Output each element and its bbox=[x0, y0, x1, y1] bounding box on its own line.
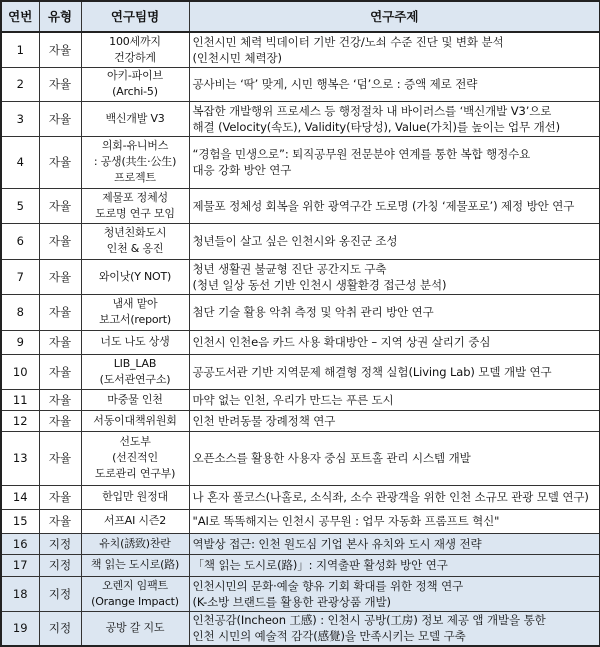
cell-research-topic-line: “경험을 민생으로”: 퇴직공무원 전문분야 연계를 통한 복합 행정수요 bbox=[192, 147, 531, 161]
cell-team-name bbox=[81, 259, 189, 294]
cell-type: 자율 bbox=[39, 431, 81, 485]
cell-team-name bbox=[81, 611, 189, 646]
table-row bbox=[1, 509, 600, 533]
cell-team-name-line: 서프AI 시즌2 bbox=[103, 514, 167, 527]
table-row bbox=[1, 223, 600, 259]
cell-research-topic bbox=[189, 32, 600, 67]
cell-type: 지정 bbox=[39, 554, 81, 576]
table-row bbox=[1, 410, 600, 431]
cell-type: 자율 bbox=[39, 101, 81, 136]
table-row bbox=[1, 576, 600, 611]
cell-team-name-line: 공방 갈 지도 bbox=[105, 621, 165, 635]
cell-research-topic bbox=[189, 509, 600, 533]
cell-no: 2 bbox=[1, 67, 39, 101]
cell-research-topic-line: (인천시민 체력장) bbox=[192, 50, 282, 65]
cell-research-topic-line: 인천시민 체력 빅데이터 기반 건강/노쇠 수준 진단 및 변화 분석 bbox=[192, 34, 504, 49]
cell-no: 15 bbox=[1, 509, 39, 533]
cell-team-name-line: 프로젝트 bbox=[114, 171, 156, 184]
cell-type: 자율 bbox=[39, 354, 81, 389]
cell-research-topic-line: 오픈소스를 활용한 사용자 중심 포트홀 관리 시스템 개발 bbox=[192, 451, 471, 465]
cell-research-topic-line: (청년 일상 동선 기반 인천시 생활환경 접근성 분석) bbox=[192, 277, 447, 292]
table-row bbox=[1, 188, 600, 223]
cell-no: 13 bbox=[1, 431, 39, 485]
cell-research-topic-line: 청년 생활권 불균형 진단 공간지도 구축 bbox=[192, 261, 387, 276]
cell-team-name bbox=[81, 67, 189, 101]
cell-type: 자율 bbox=[39, 485, 81, 509]
cell-team-name bbox=[81, 554, 189, 576]
table-row bbox=[1, 101, 600, 136]
cell-team-name bbox=[81, 32, 189, 67]
cell-team-name bbox=[81, 533, 189, 554]
cell-team-name-line: 백신개발 V3 bbox=[105, 111, 165, 125]
table-row bbox=[1, 354, 600, 389]
cell-team-name-line: 와이낫(Y NOT) bbox=[98, 269, 172, 283]
table-row bbox=[1, 431, 600, 485]
cell-team-name-line: 책 읽는 도시로(路) bbox=[90, 558, 180, 571]
cell-no: 16 bbox=[1, 533, 39, 554]
cell-research-topic-line: 첨단 기술 활용 악취 측정 및 악취 관리 방안 연구 bbox=[192, 305, 434, 319]
cell-team-name bbox=[81, 410, 189, 431]
cell-team-name-line: : 공생(共生·公生) bbox=[93, 155, 177, 168]
table-row bbox=[1, 485, 600, 509]
cell-research-topic-line: 인천 반려동물 장례정책 연구 bbox=[192, 413, 336, 428]
table-row bbox=[1, 330, 600, 354]
cell-type: 자율 bbox=[39, 509, 81, 533]
table-row bbox=[1, 389, 600, 410]
cell-research-topic-line: 공사비는 ‘딱’ 맞게, 시민 행복은 ‘덤’으로 : 증액 제로 전략 bbox=[192, 77, 478, 91]
cell-team-name-line: 청년친화도시 bbox=[103, 226, 167, 239]
cell-research-topic bbox=[189, 431, 600, 485]
cell-research-topic bbox=[189, 330, 600, 354]
cell-team-name-line: 100세까지 bbox=[109, 34, 161, 48]
cell-type: 자율 bbox=[39, 294, 81, 330]
cell-research-topic bbox=[189, 611, 600, 646]
cell-type: 자율 bbox=[39, 223, 81, 259]
cell-research-topic-line: 인천 시민의 예술적 감각(感覺)을 만족시키는 모델 구축 bbox=[192, 629, 466, 644]
cell-team-name-line: (도서관연구소) bbox=[99, 372, 171, 386]
table-row bbox=[1, 611, 600, 646]
cell-research-topic-line: 나 혼자 풀코스(나홀로, 소식좌, 소수 관광객을 위한 인천 소규모 관광 모델 연구) bbox=[192, 490, 589, 504]
header-team: 연구팀명 bbox=[81, 1, 189, 32]
cell-no: 4 bbox=[1, 136, 39, 188]
cell-research-topic-line: (K-소방 브랜드를 활용한 관광상품 개발) bbox=[192, 594, 391, 609]
cell-research-topic-line: 인천시민의 문화·예술 향유 기회 확대를 위한 정책 연구 bbox=[192, 578, 464, 593]
cell-team-name-line: 도로관리 연구부) bbox=[94, 467, 176, 480]
cell-team-name-line: 오렌지 임팩트 bbox=[102, 578, 168, 592]
cell-research-topic bbox=[189, 576, 600, 611]
cell-team-name bbox=[81, 294, 189, 330]
cell-research-topic-line: 청년들이 살고 싶은 인천시와 옹진군 조성 bbox=[192, 234, 398, 248]
cell-type: 지정 bbox=[39, 611, 81, 646]
cell-research-topic-line: 해결 (Velocity(속도), Validity(타당성), Value(가치)를 높이는 업무 개선) bbox=[192, 119, 561, 134]
cell-research-topic bbox=[189, 410, 600, 431]
cell-type: 자율 bbox=[39, 330, 81, 354]
table-row bbox=[1, 259, 600, 294]
cell-type: 자율 bbox=[39, 67, 81, 101]
table-row bbox=[1, 294, 600, 330]
cell-type: 자율 bbox=[39, 410, 81, 431]
cell-type: 지정 bbox=[39, 576, 81, 611]
cell-team-name bbox=[81, 136, 189, 188]
cell-research-topic-line: 제물포 정체성 회복을 위한 광역구간 도로명 (가칭 ‘제물포로’) 제정 방안 연구 bbox=[192, 198, 575, 213]
cell-research-topic-line: 인천시 인천e음 카드 사용 확대방안 – 지역 상권 살리기 중심 bbox=[192, 335, 491, 349]
cell-team-name bbox=[81, 101, 189, 136]
cell-team-name-line: (Archi-5) bbox=[112, 85, 158, 98]
cell-no: 18 bbox=[1, 576, 39, 611]
cell-no: 3 bbox=[1, 101, 39, 136]
cell-research-topic bbox=[189, 294, 600, 330]
cell-research-topic-line: 인천공감(Incheon 工感) : 인천시 공방(工房) 정보 제공 앱 개발을 통한 bbox=[192, 613, 546, 628]
cell-team-name-line: 인천 & 옹진 bbox=[106, 242, 164, 255]
cell-team-name-line: 한입만 원정대 bbox=[102, 490, 168, 503]
table-row bbox=[1, 533, 600, 554]
cell-team-name bbox=[81, 354, 189, 389]
cell-research-topic bbox=[189, 188, 600, 223]
header-topic: 연구주제 bbox=[189, 1, 600, 32]
cell-no: 7 bbox=[1, 259, 39, 294]
cell-research-topic bbox=[189, 136, 600, 188]
cell-no: 9 bbox=[1, 330, 39, 354]
cell-team-name-line: (Orange Impact) bbox=[91, 594, 179, 608]
cell-no: 10 bbox=[1, 354, 39, 389]
cell-team-name-line: 도로명 연구 모임 bbox=[95, 206, 175, 220]
cell-no: 5 bbox=[1, 188, 39, 223]
cell-team-name-line: LIB_LAB bbox=[113, 356, 157, 370]
table-row bbox=[1, 32, 600, 67]
cell-team-name-line: 냄새 맡아 bbox=[112, 297, 158, 310]
table-body bbox=[1, 32, 600, 646]
cell-research-topic bbox=[189, 485, 600, 509]
cell-team-name bbox=[81, 330, 189, 354]
cell-research-topic-line: 마약 없는 인천, 우리가 만드는 푸른 도시 bbox=[192, 392, 394, 407]
cell-research-topic bbox=[189, 354, 600, 389]
cell-type: 지정 bbox=[39, 533, 81, 554]
cell-team-name-line: 제물포 정체성 bbox=[102, 190, 168, 204]
cell-team-name-line: 보고서(report) bbox=[99, 313, 171, 326]
cell-no: 14 bbox=[1, 485, 39, 509]
cell-no: 12 bbox=[1, 410, 39, 431]
cell-no: 6 bbox=[1, 223, 39, 259]
cell-team-name bbox=[81, 509, 189, 533]
table-header-row bbox=[1, 1, 600, 32]
cell-no: 17 bbox=[1, 554, 39, 576]
cell-research-topic bbox=[189, 101, 600, 136]
cell-research-topic bbox=[189, 259, 600, 294]
table-row bbox=[1, 554, 600, 576]
cell-research-topic-line: 공공도서관 기반 지역문제 해결형 정책 실험(Living Lab) 모델 개발 연구 bbox=[192, 364, 552, 379]
table-row bbox=[1, 67, 600, 101]
cell-type: 자율 bbox=[39, 389, 81, 410]
cell-research-topic bbox=[189, 223, 600, 259]
cell-team-name bbox=[81, 389, 189, 410]
cell-no: 1 bbox=[1, 32, 39, 67]
cell-research-topic bbox=[189, 389, 600, 410]
cell-team-name bbox=[81, 188, 189, 223]
cell-team-name-line: 의회-유니버스 bbox=[101, 139, 169, 152]
cell-research-topic-line: 「책 읽는 도시로(路)」: 지역출판 활성화 방안 연구 bbox=[192, 558, 448, 572]
cell-team-name bbox=[81, 223, 189, 259]
cell-team-name-line: 유치(誘致)찬란 bbox=[99, 536, 171, 550]
cell-research-topic bbox=[189, 533, 600, 554]
cell-type: 자율 bbox=[39, 259, 81, 294]
cell-research-topic-line: 대응 강화 방안 연구 bbox=[192, 163, 292, 177]
cell-team-name bbox=[81, 485, 189, 509]
cell-research-topic-line: 복잡한 개발행위 프로세스 등 행정절차 내 바이러스를 ‘백신개발 V3’으로 bbox=[192, 103, 552, 118]
cell-team-name-line: 서동이대책위원회 bbox=[93, 413, 177, 427]
cell-type: 자율 bbox=[39, 136, 81, 188]
cell-team-name-line: 마중물 인천 bbox=[107, 392, 163, 406]
cell-team-name-line: 너도 나도 상생 bbox=[100, 335, 170, 348]
table-row bbox=[1, 136, 600, 188]
cell-team-name-line: (선진적인 bbox=[112, 451, 158, 464]
header-no: 연번 bbox=[1, 1, 39, 32]
cell-team-name bbox=[81, 431, 189, 485]
cell-research-topic-line: 역발상 접근: 인천 원도심 기업 본사 유치와 도시 재생 전략 bbox=[192, 536, 482, 551]
cell-team-name-line: 건강하게 bbox=[114, 50, 156, 64]
cell-team-name-line: 아키-파이브 bbox=[107, 69, 163, 82]
header-type: 유형 bbox=[39, 1, 81, 32]
cell-no: 11 bbox=[1, 389, 39, 410]
cell-no: 8 bbox=[1, 294, 39, 330]
cell-type: 자율 bbox=[39, 188, 81, 223]
cell-research-topic-line: "AI로 똑똑해지는 인천시 공무원 : 업무 자동화 프롬프트 혁신" bbox=[192, 514, 500, 528]
cell-research-topic bbox=[189, 554, 600, 576]
cell-type: 자율 bbox=[39, 32, 81, 67]
cell-team-name-line: 선도부 bbox=[119, 435, 151, 448]
cell-research-topic bbox=[189, 67, 600, 101]
cell-no: 19 bbox=[1, 611, 39, 646]
cell-team-name bbox=[81, 576, 189, 611]
